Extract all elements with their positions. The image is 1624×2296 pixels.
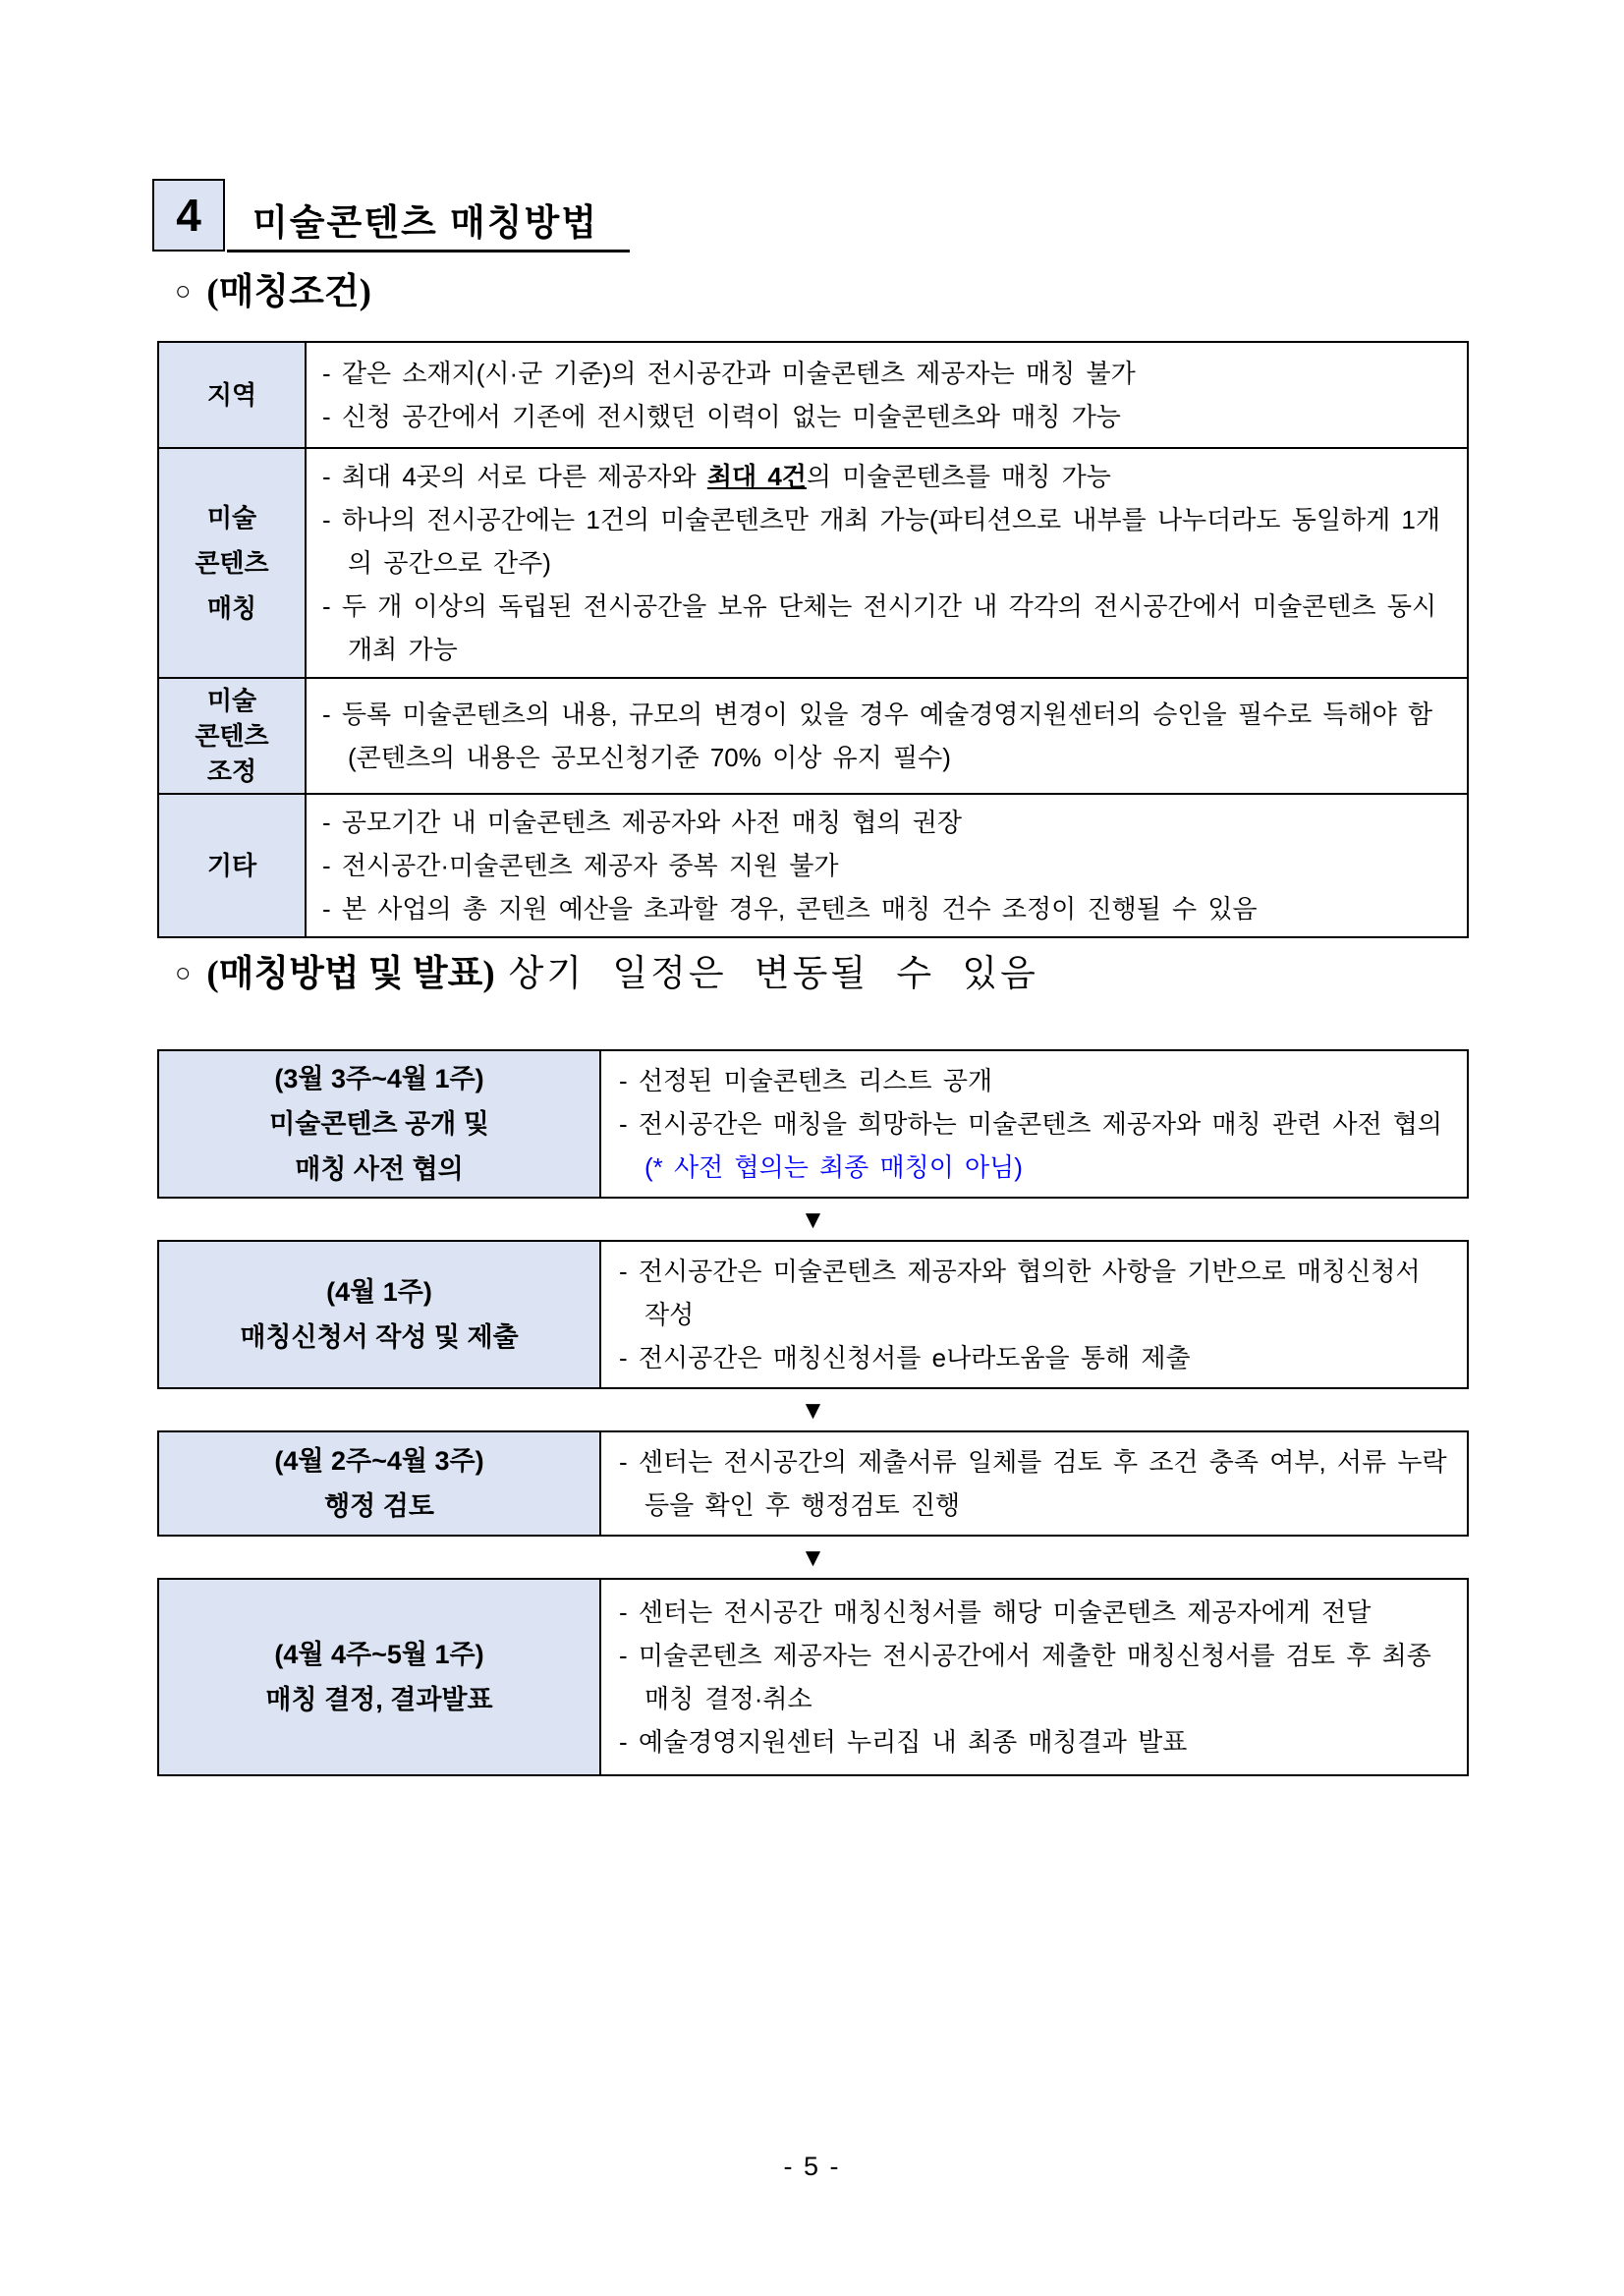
flow-step-title-line: 매칭 사전 협의	[295, 1154, 464, 1184]
bullet-item: - 신청 공간에서 기존에 전시했던 이력이 없는 미술콘텐츠와 매칭 가능	[322, 402, 1121, 431]
text-segment: 두 개 이상의 독립된 전시공간을 보유 단체는 전시기간 내 각각의 전시공간에서 미술콘텐츠 동시 개최 가능	[341, 591, 1437, 664]
page-number: - 5 -	[783, 2152, 841, 2181]
bullet-item: - 센터는 전시공간 매칭신청서를 해당 미술콘텐츠 제공자에게 전달	[619, 1597, 1372, 1627]
row-label-cell	[158, 448, 306, 678]
heading-method-note: 상기 일정은 변동될 수 있음	[508, 954, 1038, 994]
schedule-flow	[157, 1049, 1469, 1776]
heading-matching-method	[175, 943, 1038, 996]
bullet-item: - 두 개 이상의 독립된 전시공간을 보유 단체는 전시기간 내 각각의 전시공간에서 미술콘텐츠 동시 개최 가능	[322, 591, 1437, 664]
table-row	[158, 678, 1468, 794]
text-segment: 전시공간·미술콘텐츠 제공자 중복 지원 불가	[341, 851, 839, 880]
flow-step-content	[601, 1051, 1467, 1197]
row-content-cell	[306, 794, 1468, 937]
bullet-item: - 공모기간 내 미술콘텐츠 제공자와 사전 매칭 협의 권장	[322, 808, 963, 837]
table-row	[158, 794, 1468, 937]
text-segment: 최대 4건	[706, 462, 807, 491]
bullet-item: - 본 사업의 총 지원 예산을 초과할 경우, 콘텐츠 매칭 건수 조정이 진행될 수 있음	[322, 894, 1258, 924]
row-label-line: 조정	[206, 756, 257, 786]
bullet-item: - 전시공간·미술콘텐츠 제공자 중복 지원 불가	[322, 851, 839, 880]
flow-step-label	[159, 1580, 601, 1774]
section-number: 4	[176, 190, 201, 241]
text-segment: 공모기간 내 미술콘텐츠 제공자와 사전 매칭 협의 권장	[341, 808, 963, 837]
flow-step-title-line: 행정 검토	[324, 1491, 434, 1521]
heading-matching-conditions	[175, 261, 371, 314]
bullet-item: - 같은 소재지(시·군 기준)의 전시공간과 미술콘텐츠 제공자는 매칭 불가	[322, 359, 1136, 388]
row-label-line: 콘텐츠	[195, 721, 269, 751]
row-label-cell	[158, 678, 306, 794]
down-arrow-icon: ▼	[800, 1204, 826, 1234]
bullet-item: - 최대 4곳의 서로 다른 제공자와 최대 4건의 미술콘텐츠를 매칭 가능	[322, 462, 1111, 491]
bullet-item: - 예술경영지원센터 누리집 내 최종 매칭결과 발표	[619, 1727, 1188, 1757]
flow-step	[157, 1578, 1469, 1776]
flow-step-label	[159, 1432, 601, 1535]
text-segment: 선정된 미술콘텐츠 리스트 공개	[638, 1066, 993, 1095]
row-label-line: 매칭	[206, 593, 257, 623]
section-number-box	[152, 179, 225, 252]
flow-step-period: (4월 1주)	[326, 1277, 432, 1307]
text-segment: 미술콘텐츠 제공자는 전시공간에서 제출한 매칭신청서를 검토 후 최종 매칭 결정·취소	[638, 1641, 1431, 1713]
table-row	[158, 448, 1468, 678]
bullet-item: - 전시공간은 매칭신청서를 e나라도움을 통해 제출	[619, 1343, 1191, 1372]
bullet-item: - 전시공간은 매칭을 희망하는 미술콘텐츠 제공자와 매칭 관련 사전 협의	[619, 1109, 1443, 1139]
flow-step-period: (4월 2주~4월 3주)	[274, 1446, 484, 1476]
row-label-line: 콘텐츠	[195, 548, 269, 578]
flow-step	[157, 1240, 1469, 1389]
text-segment: 센터는 전시공간의 제출서류 일체를 검토 후 조건 충족 여부, 서류 누락 등을 확인 후 행정검토 진행	[638, 1447, 1447, 1520]
flow-step-title-line: 미술콘텐츠 공개 및	[269, 1109, 489, 1139]
bullet-item: - 센터는 전시공간의 제출서류 일체를 검토 후 조건 충족 여부, 서류 누락 등을 확인 후 행정검토 진행	[619, 1447, 1447, 1520]
flow-step	[157, 1430, 1469, 1537]
text-segment: (* 사전 협의는 최종 매칭이 아님)	[644, 1152, 1023, 1182]
row-label-line: 미술	[206, 686, 257, 715]
text-segment: 등록 미술콘텐츠의 내용, 규모의 변경이 있을 경우 예술경영지원센터의 승인을 필수로 득해야 함(콘텐츠의 내용은 공모신청기준 70% 이상 유지 필수)	[341, 700, 1433, 772]
text-segment: 전시공간은 매칭신청서를 e나라도움을 통해 제출	[638, 1343, 1191, 1372]
flow-step-content	[601, 1432, 1467, 1535]
bullet-item: - 등록 미술콘텐츠의 내용, 규모의 변경이 있을 경우 예술경영지원센터의 승인을 필수로 득해야 함(콘텐츠의 내용은 공모신청기준 70% 이상 유지 필수)	[322, 700, 1433, 772]
bullet-item: - 하나의 전시공간에는 1건의 미술콘텐츠만 개최 가능(파티션으로 내부를 나누더라도 동일하게 1개의 공간으로 간주)	[322, 505, 1441, 578]
flow-step-label	[159, 1051, 601, 1197]
circle-bullet-icon: ○	[175, 276, 192, 306]
matching-conditions-table	[157, 341, 1469, 938]
text-segment: 의 미술콘텐츠를 매칭 가능	[806, 462, 1111, 491]
heading-method-title: (매칭방법 및 발표)	[206, 954, 495, 994]
text-segment: 신청 공간에서 기존에 전시했던 이력이 없는 미술콘텐츠와 매칭 가능	[341, 402, 1121, 431]
row-content-cell	[306, 342, 1468, 448]
table-row	[158, 342, 1468, 448]
text-segment: 하나의 전시공간에는 1건의 미술콘텐츠만 개최 가능(파티션으로 내부를 나누더라도 동일하게 1개의 공간으로 간주)	[341, 505, 1441, 578]
bullet-item: - 전시공간은 미술콘텐츠 제공자와 협의한 사항을 기반으로 매칭신청서 작성	[619, 1257, 1421, 1329]
text-segment: 센터는 전시공간 매칭신청서를 해당 미술콘텐츠 제공자에게 전달	[638, 1597, 1372, 1627]
flow-step-period: (4월 4주~5월 1주)	[274, 1640, 484, 1669]
row-content-cell	[306, 448, 1468, 678]
conditions-table-rows	[158, 342, 1468, 937]
flow-step-content	[601, 1242, 1467, 1387]
flow-step-period: (3월 3주~4월 1주)	[274, 1064, 484, 1093]
text-segment: 본 사업의 총 지원 예산을 초과할 경우, 콘텐츠 매칭 건수 조정이 진행될 수 있음	[341, 894, 1258, 924]
text-segment: 전시공간은 미술콘텐츠 제공자와 협의한 사항을 기반으로 매칭신청서 작성	[638, 1257, 1421, 1329]
row-content-cell	[306, 678, 1468, 794]
bullet-item: - 미술콘텐츠 제공자는 전시공간에서 제출한 매칭신청서를 검토 후 최종 매칭 결정·취소	[619, 1641, 1431, 1713]
text-segment: 예술경영지원센터 누리집 내 최종 매칭결과 발표	[638, 1727, 1188, 1757]
row-label-line: 미술	[206, 503, 257, 532]
flow-step-content	[601, 1580, 1467, 1774]
bullet-item: - 선정된 미술콘텐츠 리스트 공개	[619, 1066, 993, 1095]
text-segment: 최대 4곳의 서로 다른 제공자와	[341, 462, 707, 491]
row-label-cell	[158, 342, 306, 448]
down-arrow-icon: ▼	[800, 1542, 826, 1572]
section-title: 미술콘텐츠 매칭방법	[252, 202, 598, 243]
text-segment: 같은 소재지(시·군 기준)의 전시공간과 미술콘텐츠 제공자는 매칭 불가	[341, 359, 1136, 388]
row-label-line: 기타	[206, 851, 257, 880]
flow-step-title-line: 매칭신청서 작성 및 제출	[240, 1322, 519, 1352]
circle-bullet-icon: ○	[175, 958, 192, 987]
title-underline	[227, 250, 630, 252]
flow-step-label	[159, 1242, 601, 1387]
flow-step-title-line: 매칭 결정, 결과발표	[265, 1685, 493, 1714]
row-label-line: 지역	[206, 380, 257, 410]
bullet-item	[619, 1146, 1449, 1189]
section-header	[152, 179, 840, 257]
row-label-cell	[158, 794, 306, 937]
text-segment: 전시공간은 매칭을 희망하는 미술콘텐츠 제공자와 매칭 관련 사전 협의	[638, 1109, 1443, 1139]
flow-step	[157, 1049, 1469, 1199]
down-arrow-icon: ▼	[800, 1395, 826, 1425]
heading-conditions-title: (매칭조건)	[206, 272, 371, 312]
